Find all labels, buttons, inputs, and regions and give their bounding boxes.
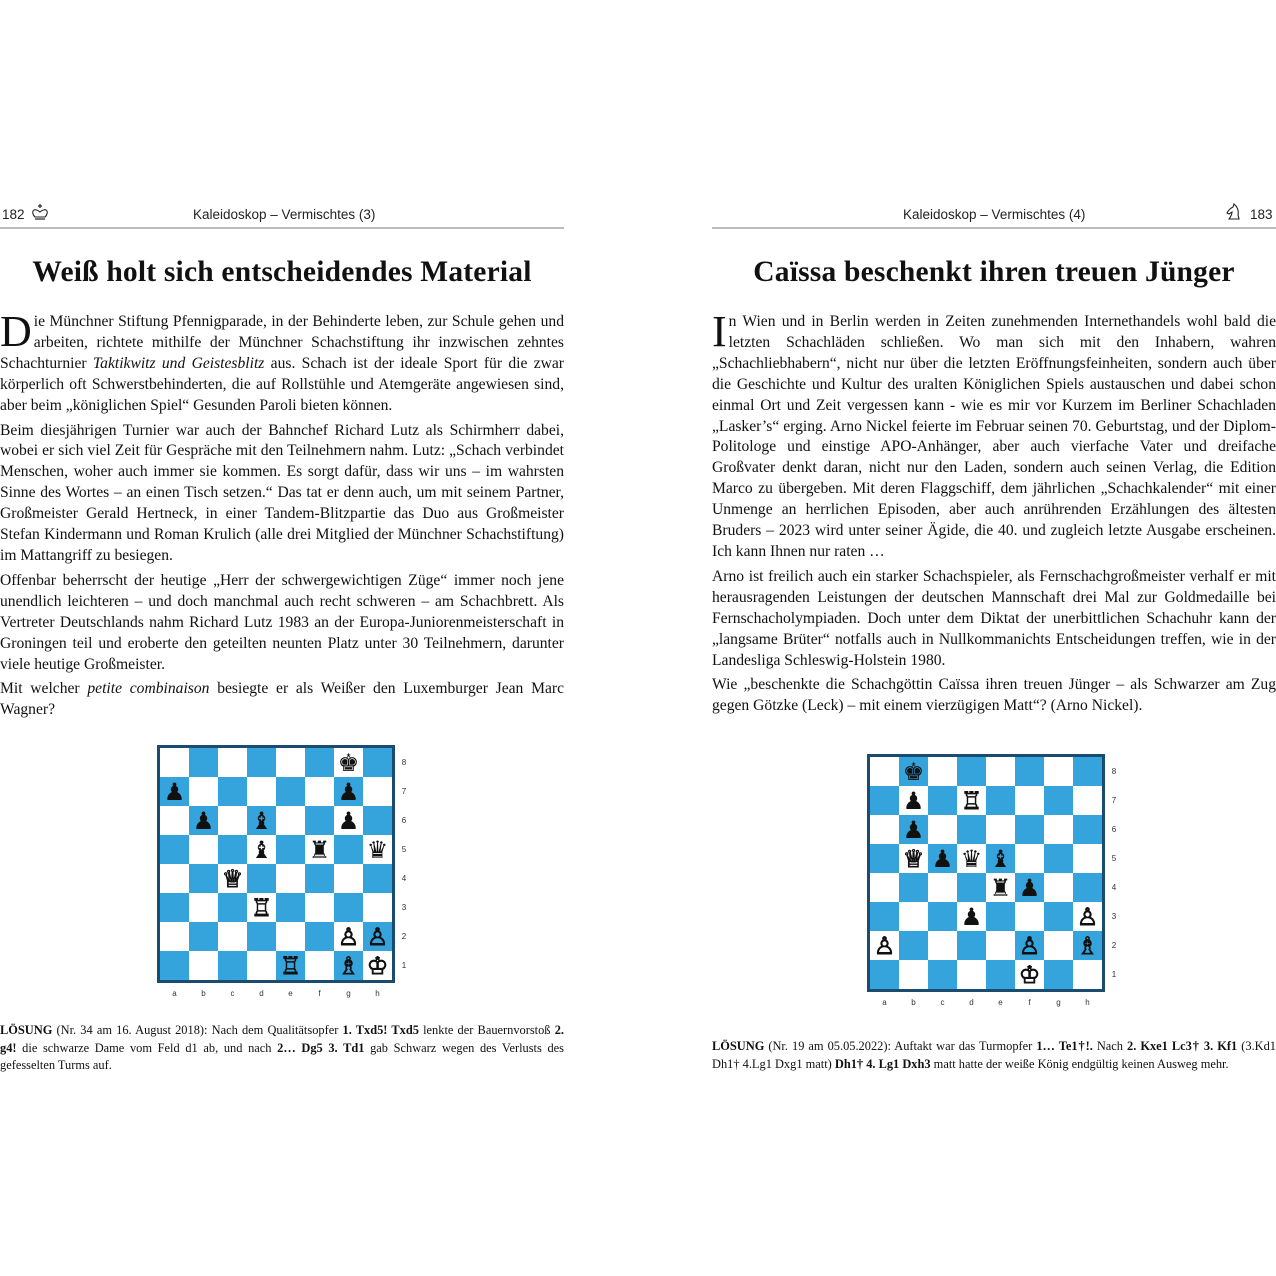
rank-label: 6 <box>401 816 407 825</box>
board-square-d1 <box>247 951 276 980</box>
board-square-e7 <box>276 777 305 806</box>
file-label: a <box>172 989 177 998</box>
board-square-e1 <box>276 951 305 980</box>
black-pawn-icon: ♟ <box>192 806 215 835</box>
board-square-a2 <box>870 931 899 960</box>
file-label: d <box>259 989 264 998</box>
white-rook-icon: ♖ <box>279 951 302 980</box>
board-square-b6 <box>189 806 218 835</box>
rank-label: 3 <box>1111 912 1117 921</box>
board-square-d4 <box>247 864 276 893</box>
board-square-a6 <box>160 806 189 835</box>
white-pawn-icon: ♙ <box>366 922 389 951</box>
board-square-g4 <box>334 864 363 893</box>
board-square-d3 <box>247 893 276 922</box>
white-pawn-icon: ♙ <box>1018 931 1041 960</box>
file-label: h <box>1085 998 1090 1007</box>
board-square-c2 <box>218 922 247 951</box>
board-square-e8 <box>986 757 1015 786</box>
board-square-f7 <box>305 777 334 806</box>
board-square-f3 <box>305 893 334 922</box>
board-square-e1 <box>986 960 1015 989</box>
black-pawn-icon: ♟ <box>931 844 954 873</box>
running-title: Kaleidoskop – Vermischtes (4) <box>903 207 1086 222</box>
board-square-b7 <box>189 777 218 806</box>
white-pawn-icon: ♙ <box>1076 902 1099 931</box>
board-square-h8 <box>363 748 392 777</box>
board-square-g1 <box>334 951 363 980</box>
board-square-a6 <box>870 815 899 844</box>
file-label: b <box>201 989 206 998</box>
file-label: f <box>318 989 321 998</box>
black-pawn-icon: ♟ <box>902 786 925 815</box>
paragraph: Arno ist freilich auch ein starker Schachspieler, als Fernschachgroßmeister verhalf er mit herausragenden Leistungen der deutschen Mannschaft drei Mal zur Goldmedaille bei Fernschacholympiaden. Doch unter dem Diktat der unerbittlichen Schachuhr kann der „langsame Brüter“ notfalls auch in Nullkommanichts Entscheidungen treffen, wie in der Landesliga Schleswig-Holstein 1980. <box>712 567 1276 669</box>
board-square-c1 <box>928 960 957 989</box>
chess-diagram <box>157 745 417 1005</box>
board-square-g5 <box>334 835 363 864</box>
chessboard <box>157 745 395 983</box>
file-label: c <box>940 998 945 1007</box>
board-square-h2 <box>1073 931 1102 960</box>
black-bishop-icon: ♝ <box>250 806 273 835</box>
rank-label: 3 <box>401 903 407 912</box>
board-square-c1 <box>218 951 247 980</box>
board-square-b8 <box>189 748 218 777</box>
board-square-e8 <box>276 748 305 777</box>
board-square-h7 <box>363 777 392 806</box>
board-square-d8 <box>247 748 276 777</box>
board-square-a2 <box>160 922 189 951</box>
board-square-f7 <box>1015 786 1044 815</box>
king-icon <box>30 203 50 221</box>
solution-text: LÖSUNG (Nr. 34 am 16. August 2018): Nach dem Qualitätsopfer 1. Txd5! Txd5 lenkte der Bauernvorstoß 2. g4! die schwarze Dame vom Feld d1 ab, und nach 2… Dg5 3. Td1 gab Schwarz wegen des Verlusts des gefesselten Turms auf. <box>0 1023 564 1072</box>
board-square-b2 <box>189 922 218 951</box>
file-label: f <box>1028 998 1031 1007</box>
board-square-b1 <box>189 951 218 980</box>
board-square-d1 <box>957 960 986 989</box>
board-square-g2 <box>1044 931 1073 960</box>
board-square-c7 <box>218 777 247 806</box>
board-square-d2 <box>247 922 276 951</box>
black-bishop-icon: ♝ <box>989 844 1012 873</box>
board-square-g2 <box>334 922 363 951</box>
board-square-e5 <box>986 844 1015 873</box>
black-queen-icon: ♛ <box>960 844 983 873</box>
board-square-a4 <box>870 873 899 902</box>
white-bishop-icon: ♗ <box>1076 931 1099 960</box>
board-square-f8 <box>1015 757 1044 786</box>
rank-label: 7 <box>401 787 407 796</box>
board-square-c2 <box>928 931 957 960</box>
board-square-d7 <box>957 786 986 815</box>
board-square-f1 <box>1015 960 1044 989</box>
rank-label: 8 <box>1111 767 1117 776</box>
board-square-h4 <box>363 864 392 893</box>
rank-label: 2 <box>1111 941 1117 950</box>
board-square-f6 <box>305 806 334 835</box>
board-square-d3 <box>957 902 986 931</box>
board-square-a3 <box>160 893 189 922</box>
board-square-f4 <box>305 864 334 893</box>
paragraph: Beim diesjährigen Turnier war auch der Bahnchef Richard Lutz als Schirmherr dabei, wobei er sich viel Zeit für Gespräche mit den Teilnehmern nahm. Lutz: „Schach verbindet Menschen, woher auch immer sie kommen. Es sorgt dafür, dass wir uns – im wahrsten Sinne des Wortes – an einen Tisch setzen.“ Das tat er denn auch, um mit seinem Partner, Großmeister Gerald Hertneck, in einer Tandem-Blitzpartie das Duo aus Großmeister Stefan Kindermann und Roman Krulich (alle drei Mitglied der Münchner Schachstiftung) im Mattangriff zu besiegen. <box>0 421 564 564</box>
white-king-icon: ♔ <box>366 951 389 980</box>
board-square-f2 <box>1015 931 1044 960</box>
board-square-g8 <box>334 748 363 777</box>
white-queen-icon: ♕ <box>902 844 925 873</box>
board-square-h6 <box>363 806 392 835</box>
board-square-a5 <box>870 844 899 873</box>
board-square-d6 <box>957 815 986 844</box>
board-square-c8 <box>218 748 247 777</box>
rank-label: 1 <box>1111 970 1117 979</box>
black-queen-icon: ♛ <box>366 835 389 864</box>
board-square-e4 <box>986 873 1015 902</box>
board-square-a7 <box>870 786 899 815</box>
black-pawn-icon: ♟ <box>902 815 925 844</box>
black-rook-icon: ♜ <box>308 835 331 864</box>
black-pawn-icon: ♟ <box>337 806 360 835</box>
board-square-b3 <box>189 893 218 922</box>
file-label: e <box>998 998 1003 1007</box>
running-head <box>712 200 1276 222</box>
page-number: 182 <box>2 207 25 222</box>
board-square-c3 <box>928 902 957 931</box>
board-square-h3 <box>1073 902 1102 931</box>
board-square-b1 <box>899 960 928 989</box>
board-square-d5 <box>957 844 986 873</box>
board-square-c8 <box>928 757 957 786</box>
board-square-e6 <box>986 815 1015 844</box>
board-square-b6 <box>899 815 928 844</box>
board-square-f5 <box>305 835 334 864</box>
board-square-c4 <box>218 864 247 893</box>
file-label: g <box>346 989 351 998</box>
white-rook-icon: ♖ <box>960 786 983 815</box>
board-square-c4 <box>928 873 957 902</box>
article-body <box>0 307 564 725</box>
board-square-b4 <box>899 873 928 902</box>
board-square-g4 <box>1044 873 1073 902</box>
left-page <box>0 200 564 1072</box>
rank-label: 7 <box>1111 796 1117 805</box>
black-king-icon: ♚ <box>337 748 360 777</box>
header-rule <box>712 227 1276 229</box>
board-square-h7 <box>1073 786 1102 815</box>
board-square-c3 <box>218 893 247 922</box>
chess-diagram <box>867 754 1127 1014</box>
running-title: Kaleidoskop – Vermischtes (3) <box>193 207 376 222</box>
board-square-e6 <box>276 806 305 835</box>
board-square-b3 <box>899 902 928 931</box>
article-title: Caïssa beschenkt ihren treuen Jünger <box>753 256 1235 288</box>
white-queen-icon: ♕ <box>221 864 244 893</box>
board-square-h8 <box>1073 757 1102 786</box>
board-square-a4 <box>160 864 189 893</box>
running-head <box>0 200 564 222</box>
paragraph: Offenbar beherrscht der heutige „Herr der schwergewichtigen Züge“ immer noch jene unendlich leichteren – und doch manchmal auch recht schweren – am Schachbrett. Als Vertreter Deutschlands nahm Richard Lutz 1983 an der Europa-Juniorenmeisterschaft in Groningen teil und eroberte den geteilten neunten Platz unter 30 Teilnehmern, darunter viele heutige Großmeister. <box>0 571 564 673</box>
rank-label: 4 <box>401 874 407 883</box>
board-square-c6 <box>218 806 247 835</box>
board-square-h3 <box>363 893 392 922</box>
paragraph: Mit welcher petite combinaison besiegte er als Weißer den Luxemburger Jean Marc Wagner? <box>0 680 564 719</box>
rank-label: 4 <box>1111 883 1117 892</box>
file-label: b <box>911 998 916 1007</box>
board-square-f8 <box>305 748 334 777</box>
board-square-b5 <box>189 835 218 864</box>
board-square-c5 <box>218 835 247 864</box>
board-square-e3 <box>276 893 305 922</box>
board-square-f4 <box>1015 873 1044 902</box>
page-number: 183 <box>1250 207 1273 222</box>
board-square-d6 <box>247 806 276 835</box>
board-square-g1 <box>1044 960 1073 989</box>
board-square-e2 <box>276 922 305 951</box>
board-square-f5 <box>1015 844 1044 873</box>
board-square-f2 <box>305 922 334 951</box>
board-square-e7 <box>986 786 1015 815</box>
board-square-a1 <box>160 951 189 980</box>
board-square-g6 <box>334 806 363 835</box>
board-square-e3 <box>986 902 1015 931</box>
board-square-e2 <box>986 931 1015 960</box>
board-square-a7 <box>160 777 189 806</box>
drop-cap: D <box>0 307 32 356</box>
board-square-h4 <box>1073 873 1102 902</box>
black-bishop-icon: ♝ <box>250 835 273 864</box>
board-square-h6 <box>1073 815 1102 844</box>
board-square-c6 <box>928 815 957 844</box>
rank-label: 6 <box>1111 825 1117 834</box>
file-label: d <box>969 998 974 1007</box>
right-page <box>712 200 1276 1071</box>
board-square-h2 <box>363 922 392 951</box>
board-square-g8 <box>1044 757 1073 786</box>
board-square-g7 <box>334 777 363 806</box>
rank-label: 8 <box>401 758 407 767</box>
rank-label: 1 <box>401 961 407 970</box>
board-square-f1 <box>305 951 334 980</box>
knight-icon <box>1224 203 1244 221</box>
board-square-b7 <box>899 786 928 815</box>
paragraph: In Wien und in Berlin werden in Zeiten zunehmenden Internethandels wohl bald die letzten Schachläden schließen. Wo man sich mit den Inhabern, wahren „Schachliebhabern“, nicht nur über die letzten Eröffnungsfeinheiten, sondern auch über die Geschichte und Kultur des uralten Königlichen Spiels austauschen und dabei schon einmal Ort und Zeit vergessen kann - wie es mir vor Kurzem im Berliner Schachladen „Lasker’s“ erging. Arno Nickel feierte im Februar seinen 70. Geburtstag, und der Diplom-Politologe und einstige APO-Anhänger, aber auch vierfache Vater und dreifache Großvater denkt daran, nicht nur den Laden, sondern auch seinen Verlag, die Edition Marco zu übergeben. Mit deren Flaggschiff, dem jährlichen „Schachkalender“ mit einer Unmenge an herrlichen Episoden, aber auch anrührenden Erzählungen des ältesten Bruders – 2023 wird unter seiner Ägide, die 40. und zugleich letzte Ausgabe erscheinen. Ich kann Ihnen nur raten … <box>712 307 1276 560</box>
black-rook-icon: ♜ <box>989 873 1012 902</box>
rank-label: 5 <box>401 845 407 854</box>
article-body <box>712 307 1276 721</box>
board-square-g6 <box>1044 815 1073 844</box>
white-bishop-icon: ♗ <box>337 951 360 980</box>
board-square-h1 <box>1073 960 1102 989</box>
board-square-a3 <box>870 902 899 931</box>
board-square-c7 <box>928 786 957 815</box>
board-square-d2 <box>957 931 986 960</box>
file-label: e <box>288 989 293 998</box>
white-pawn-icon: ♙ <box>337 922 360 951</box>
white-king-icon: ♔ <box>1018 960 1041 989</box>
board-square-h5 <box>363 835 392 864</box>
board-square-h1 <box>363 951 392 980</box>
board-square-c5 <box>928 844 957 873</box>
board-square-g5 <box>1044 844 1073 873</box>
board-square-a8 <box>160 748 189 777</box>
board-square-d7 <box>247 777 276 806</box>
chessboard <box>867 754 1105 992</box>
board-square-f6 <box>1015 815 1044 844</box>
board-square-d5 <box>247 835 276 864</box>
board-square-g3 <box>334 893 363 922</box>
board-square-h5 <box>1073 844 1102 873</box>
file-label: h <box>375 989 380 998</box>
paragraph: Wie „beschenkte die Schachgöttin Caïssa ihren treuen Jünger – als Schwarzer am Zug gegen Götzke (Leck) – mit einem vierzügigen Matt“? (Arno Nickel). <box>712 676 1276 715</box>
white-rook-icon: ♖ <box>250 893 273 922</box>
paragraph: Die Münchner Stiftung Pfennigparade, in der Behinderte leben, zur Schule gehen und arbeiten, richtete mithilfe der Münchner Schachstiftung ihr inzwischen zehntes Schachturnier Taktikwitz und Geistesblitz aus. Schach ist der ideale Sport für die zwar körperlich oft Schwerstbehinderten, die auf Rollstühle und Atemgeräte angewiesen sind, aber beim „königlichen Spiel“ Gesunden Paroli bieten können. <box>0 307 564 414</box>
solution-text: LÖSUNG (Nr. 19 am 05.05.2022): Auftakt war das Turmopfer 1… Te1†!. Nach 2. Kxe1 Lc3† 3. Kf1 (3.Kd1 Dh1† 4.Lg1 Dxg1 matt) Dh1† 4. Lg1 Dxh3 matt hatte der weiße König endgültig keinen Ausweg mehr. <box>712 1039 1276 1071</box>
rank-label: 5 <box>1111 854 1117 863</box>
board-square-a1 <box>870 960 899 989</box>
board-square-g3 <box>1044 902 1073 931</box>
article-title: Weiß holt sich entscheidendes Material <box>32 256 532 288</box>
header-rule <box>0 227 564 229</box>
board-square-e5 <box>276 835 305 864</box>
board-square-d8 <box>957 757 986 786</box>
board-square-f3 <box>1015 902 1044 931</box>
board-square-b4 <box>189 864 218 893</box>
file-label: c <box>230 989 235 998</box>
board-square-a8 <box>870 757 899 786</box>
file-label: g <box>1056 998 1061 1007</box>
black-pawn-icon: ♟ <box>337 777 360 806</box>
board-square-b2 <box>899 931 928 960</box>
board-square-g7 <box>1044 786 1073 815</box>
file-label: a <box>882 998 887 1007</box>
black-pawn-icon: ♟ <box>1018 873 1041 902</box>
drop-cap: I <box>712 307 727 356</box>
board-square-b8 <box>899 757 928 786</box>
board-square-d4 <box>957 873 986 902</box>
white-pawn-icon: ♙ <box>873 931 896 960</box>
board-square-b5 <box>899 844 928 873</box>
black-pawn-icon: ♟ <box>163 777 186 806</box>
board-square-e4 <box>276 864 305 893</box>
black-pawn-icon: ♟ <box>960 902 983 931</box>
rank-label: 2 <box>401 932 407 941</box>
black-king-icon: ♚ <box>902 757 925 786</box>
board-square-a5 <box>160 835 189 864</box>
